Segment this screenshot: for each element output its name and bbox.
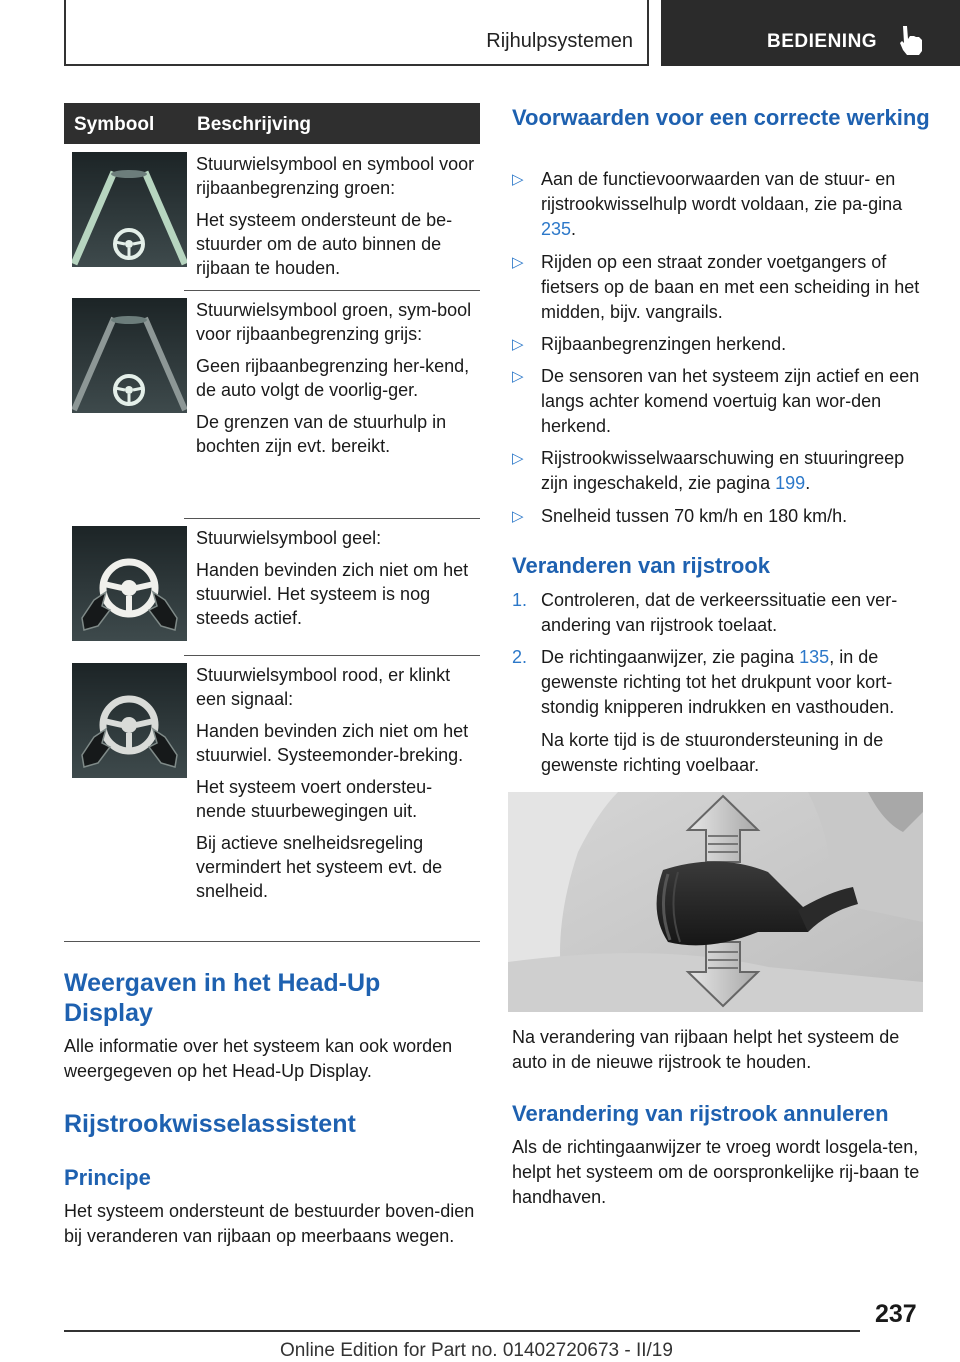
bullet-text: Rijstrookwisselwaarschuwing en stuuringreep zijn ingeschakeld, zie pagina — [541, 448, 905, 493]
footer-divider — [64, 1330, 860, 1332]
col-description-header: Beschrijving — [197, 114, 312, 135]
triangle-bullet-icon: ▷ — [512, 508, 524, 525]
turn-signal-lever-image — [508, 792, 923, 1012]
row3-text-2: Handen bevinden zich niet om het stuurwiel. Het systeem is nog steeds actief. — [196, 560, 469, 628]
table-header — [64, 103, 480, 144]
conditions-heading: Voorwaarden voor een correcte werking — [512, 105, 930, 130]
row4-text-3: Het systeem voert ondersteu-nende stuurbewegingen uit. — [196, 777, 433, 821]
steering-wheel-grey-lanes-icon — [72, 298, 187, 413]
page-link[interactable]: 235 — [541, 219, 572, 239]
steering-wheel-yellow-hands-icon — [72, 526, 187, 641]
table-bottom-divider — [64, 941, 480, 942]
row2-text-3: De grenzen van de stuurhulp in bochten zijn evt. bereikt. — [196, 412, 447, 456]
row2-text-2: Geen rijbaanbegrenzing her-kend, de auto volgt de voorlig-ger. — [196, 356, 470, 400]
page-number: 237 — [875, 1300, 917, 1328]
row4-text-2: Handen bevinden zich niet om het stuurwiel. Systeemonder-breking. — [196, 721, 469, 765]
row4-text-4: Bij actieve snelheidsregeling vermindert het systeem evt. de snelheid. — [196, 833, 443, 901]
header-chapter-box — [661, 0, 960, 66]
header-chapter-title: BEDIENING — [767, 31, 878, 52]
header-section-title: Rijhulpsystemen — [486, 30, 633, 52]
table-row — [64, 518, 480, 655]
row4-text-1: Stuurwielsymbool rood, er klinkt een signaal: — [196, 665, 451, 709]
bullet-text: Rijden op een straat zonder voetgangers of fietsers op de baan en met een scheiding in het midden, bijv. vangrails. — [541, 252, 920, 322]
bullet-text: Aan de functievoorwaarden van de stuur- en rijstrookwisselhulp wordt voldaan, zie pa-gina — [541, 169, 903, 214]
triangle-bullet-icon: ▷ — [512, 368, 524, 385]
hud-text: Alle informatie over het systeem kan ook worden weergegeven op het Head-Up Display. — [64, 1036, 453, 1081]
row1-text-1: Stuurwielsymbool en symbool voor rijbaanbegrenzing groen: — [196, 154, 475, 198]
row3-text-1: Stuurwielsymbool geel: — [196, 528, 382, 548]
step2-note: Na korte tijd is de stuurondersteuning in de gewenste richting voelbaar. — [541, 730, 884, 775]
step-text-end: , in de gewenste richting tot het drukpunt voor kort-stondig knipperen indrukken en vasthouden. — [541, 647, 895, 717]
step-text: De richtingaanwijzer, zie pagina — [541, 647, 800, 667]
page-link[interactable]: 199 — [775, 473, 806, 493]
lca-heading: Rijstrookwisselassistent — [64, 1110, 356, 1138]
table-row — [64, 144, 480, 290]
step-text: Controleren, dat de verkeerssituatie een ver-andering van rijstrook toelaat. — [541, 590, 898, 635]
row2-text-1: Stuurwielsymbool groen, sym-bool voor rijbaanbegrenzing grijs: — [196, 300, 472, 344]
footer-edition: Online Edition for Part no. 01402720673 - II/19 — [280, 1340, 673, 1361]
row1-text-2: Het systeem ondersteunt de be-stuurder om de auto binnen de rijbaan te houden. — [196, 210, 453, 278]
table-row — [64, 290, 480, 518]
steering-wheel-red-hands-icon — [72, 663, 187, 778]
bullet-text: De sensoren van het systeem zijn actief en een langs achter komend voertuig kan wor-den herkend. — [541, 366, 920, 436]
bullet-text-end: . — [571, 219, 577, 239]
triangle-bullet-icon: ▷ — [512, 171, 524, 188]
bullet-text: Rijbaanbegrenzingen herkend. — [541, 334, 787, 354]
cancel-heading: Verandering van rijstrook annuleren — [512, 1101, 889, 1126]
bullet-text: Snelheid tussen 70 km/h en 180 km/h. — [541, 506, 848, 526]
triangle-bullet-icon: ▷ — [512, 336, 524, 353]
hud-heading: Weergaven in het Head-Up Display — [64, 969, 381, 1027]
triangle-bullet-icon: ▷ — [512, 450, 524, 467]
col-symbol-header: Symbool — [74, 114, 155, 135]
principe-text: Het systeem ondersteunt de bestuurder boven-dien bij veranderen van rijbaan op meerbaans wegen. — [64, 1201, 475, 1246]
steering-wheel-green-lanes-icon — [72, 152, 187, 267]
principe-heading: Principe — [64, 1165, 151, 1190]
after-photo-text: Na verandering van rijbaan helpt het systeem de auto in de nieuwe rijstrook te houden. — [512, 1027, 900, 1072]
bullet-text-end: . — [805, 473, 811, 493]
step-number: 1. — [512, 590, 528, 610]
header-section-box — [64, 0, 649, 66]
pointing-hand-icon — [897, 24, 927, 56]
step-number: 2. — [512, 647, 528, 667]
triangle-bullet-icon: ▷ — [512, 254, 524, 271]
table-row — [64, 655, 480, 941]
change-heading: Veranderen van rijstrook — [512, 553, 770, 578]
cancel-text: Als de richtingaanwijzer te vroeg wordt losgela-ten, helpt het systeem om de oorspronkelijke rij-baan te handhaven. — [512, 1137, 920, 1207]
page-link[interactable]: 135 — [799, 647, 830, 667]
